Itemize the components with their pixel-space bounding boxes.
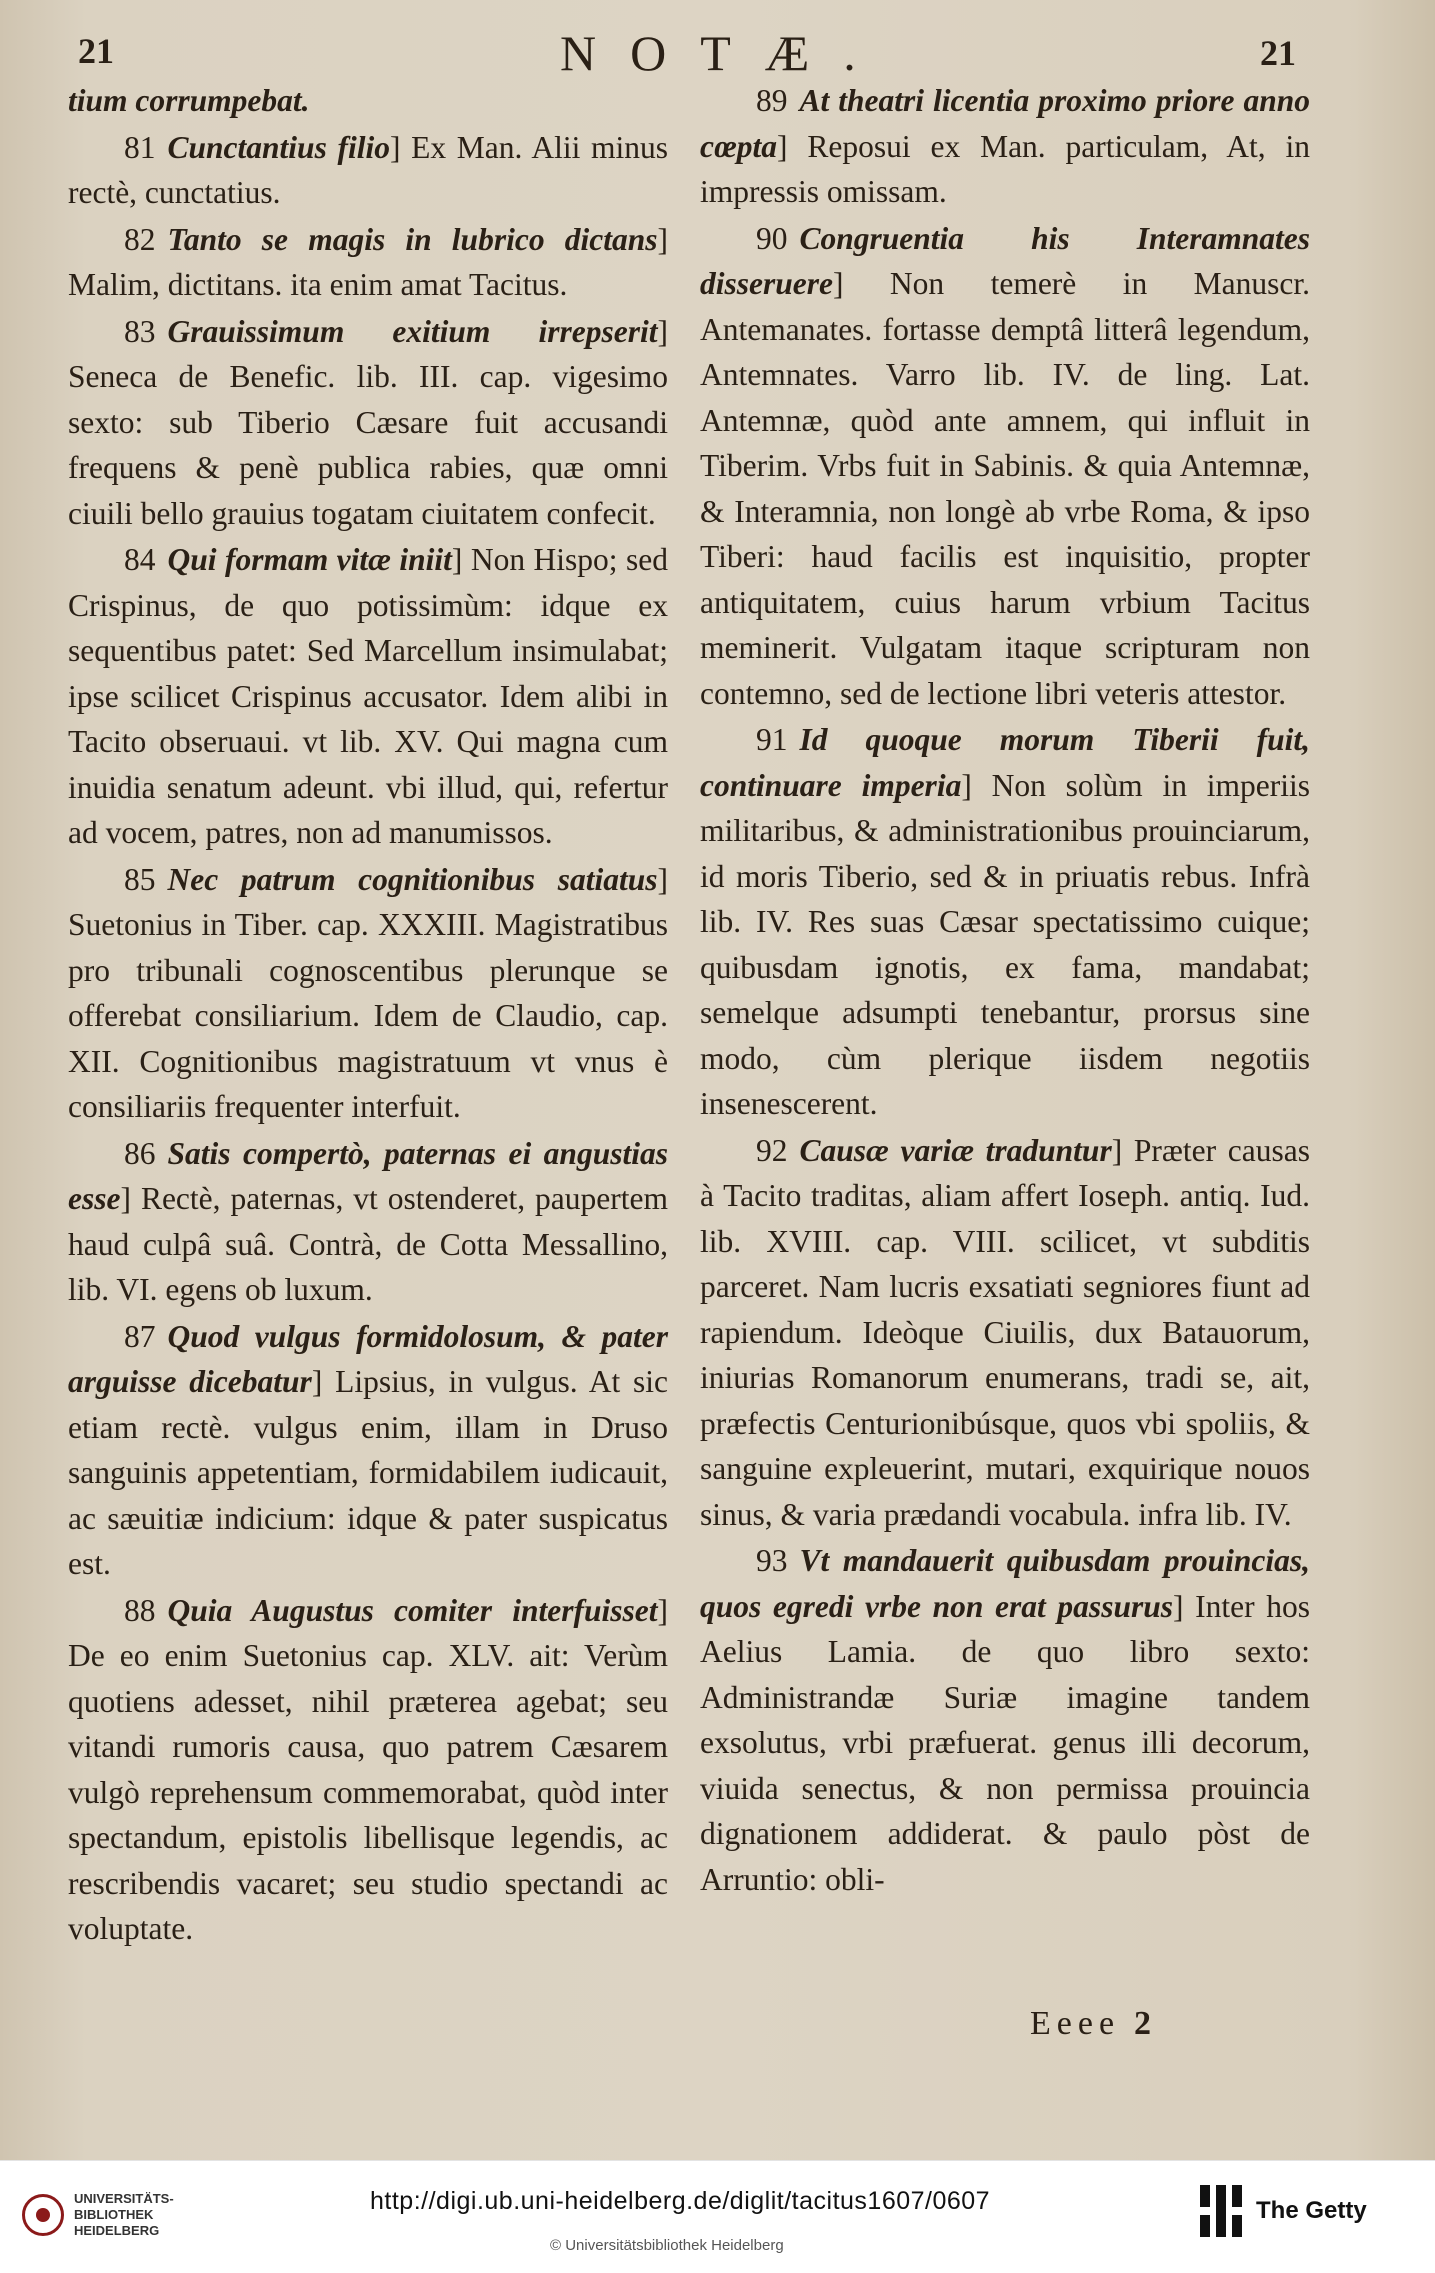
note-number: 87 <box>124 1318 156 1354</box>
note-commentary: ] Inter hos Aelius Lamia. de quo libro sexto: Administrandæ Suriæ imagine tandem exsolutus, vrbi præfuerat. genus illi decorum, viuida senectus, & non permissa prouincia dignationem addiderat. & paulo pòst de Arruntio: obli- <box>700 1588 1310 1897</box>
note-lemma: At theatri licentia proximo priore anno cœpta <box>700 83 1310 164</box>
note-commentary: ] Lipsius, in vulgus. At sic etiam rectè. vulgus enim, illam in Druso sanguinis appetentiam, formidabilem iudicauit, ac sæuitiæ indicium: idque & pater suspicatus est. <box>68 1364 668 1581</box>
note-number: 84 <box>124 542 156 577</box>
getty-name: The Getty <box>1256 2197 1367 2224</box>
note-commentary: ] Ex Man. Alii minus rectè, cunctatius. <box>68 129 669 210</box>
note-entry <box>68 125 668 216</box>
note-lemma: Vt mandauerit quibusdam prouincias, quos egredi vrbe non erat passurus <box>700 1543 1310 1624</box>
note-lemma: Nec patrum cognitionibus satiatus <box>167 861 658 897</box>
note-number: 86 <box>124 1135 156 1171</box>
note-lemma: Grauissimum exitium irrepserit <box>167 313 658 349</box>
viewer-footer <box>0 2160 1435 2273</box>
getty-mark-icon <box>1200 2185 1242 2237</box>
getty-logo[interactable] <box>1200 2185 1367 2237</box>
note-lemma: Tanto se magis in lubrico dictans <box>167 221 658 257</box>
note-commentary: ] De eo enim Suetonius cap. XLV. ait: Verùm quotiens adesset, nihil præterea agebat; seu vitandi rumoris causa, quo patrem Cæsarem vulgò reprehensum commemorabat, quòd inter spectandum, epistolis libellisque legendis, ac rescribendis vacaret; seu studio spectandi ac voluptate. <box>68 1592 668 1946</box>
note-number: 90 <box>756 220 788 256</box>
page-header <box>0 20 1435 80</box>
note-entry <box>700 717 1310 1127</box>
note-commentary: ] Suetonius in Tiber. cap. XXXIII. Magistratibus pro tribunali cognoscentibus plerunque se offerebat consiliarium. Idem de Claudio, cap. XII. Cognitionibus magistratuum vt vnus è consiliariis frequenter interfuit. <box>68 861 668 1124</box>
signature-text: Eeee <box>1030 2005 1121 2042</box>
note-commentary: ] Non temerè in Manuscr. Antemanates. fortasse demptâ litterâ legendum, Antemnates. Varro lib. IV. de ling. Lat. Antemnæ, quòd ante amnem, qui influit in Tiberim. Vrbs fuit in Sabinis. & quia Antemnæ, & Interamnia, non longè ab vrbe Roma, & ipso Tiberi: haud facilis est inquisitio, propter antiquitatem, cuius harum vrbium Tacitus meminerit. Vulgatam itaque scripturam non contemno, sed de lectione libri veteris attestor. <box>700 266 1310 711</box>
note-number: 85 <box>124 861 156 897</box>
page-number-right: 21 <box>1260 33 1296 73</box>
note-number: 92 <box>756 1132 788 1168</box>
note-lemma: Quod vulgus formidolosum, & pater arguisse dicebatur <box>68 1318 668 1399</box>
copyright-notice: © Universitätsbibliothek Heidelberg <box>550 2237 784 2254</box>
note-commentary: ] Seneca de Benefic. lib. III. cap. vigesimo sexto: sub Tiberio Cæsare fuit accusandi frequens & penè publica rabies, quæ omni ciuili bello grauius togatam ciuitatem confecit. <box>68 313 668 531</box>
note-entry <box>68 309 668 537</box>
note-lemma: Quia Augustus comiter interfuisset <box>167 1592 658 1628</box>
note-number: 91 <box>756 722 788 757</box>
note-number: 88 <box>124 1592 156 1628</box>
note-entry <box>700 216 1310 717</box>
seal-icon <box>22 2194 64 2236</box>
note-commentary: ] Rectè, paternas, vt ostenderet, paupertem haud culpâ suâ. Contrà, de Cotta Messallino, lib. VI. egens ob luxum. <box>68 1181 668 1307</box>
note-number: 82 <box>124 221 156 257</box>
running-title: NOTÆ. <box>560 25 890 81</box>
note-number: 89 <box>756 83 788 118</box>
note-lemma: Id quoque morum Tiberii fuit, continuare imperia <box>700 722 1310 803</box>
right-column <box>700 78 1310 1903</box>
note-entry <box>68 1131 668 1313</box>
note-lemma: tium corrumpebat. <box>68 83 310 118</box>
note-entry <box>700 1538 1310 1902</box>
note-commentary: ] Non solùm in imperiis militaribus, & administrationibus prouinciarum, id moris Tiberio, sed & in priuatis rebus. Infrà lib. IV. Res suas Cæsar spectatissimo cuique; quibusdam ignotis, ex fama, mandabat; semelque adsumpti tenebantur, prorsus sine modo, cùm plerique iisdem negotiis insenescerent. <box>700 767 1310 1121</box>
note-entry <box>68 78 668 124</box>
institution-name: UNIVERSITÄTS- BIBLIOTHEK HEIDELBERG <box>74 2191 174 2238</box>
note-entry <box>68 1314 668 1587</box>
page-number-left: 21 <box>78 31 114 71</box>
note-entry <box>68 1588 668 1952</box>
note-entry <box>68 217 668 308</box>
note-entry <box>700 78 1310 215</box>
signature-mark <box>1030 2005 1157 2043</box>
note-entry <box>700 1128 1310 1538</box>
note-lemma: Congruentia his Interamnates disseruere <box>700 220 1310 301</box>
permalink-url[interactable]: http://digi.ub.uni-heidelberg.de/diglit/tacitus1607/0607 <box>370 2187 991 2215</box>
note-lemma: Causæ variæ traduntur <box>799 1132 1112 1168</box>
note-number: 93 <box>756 1543 788 1578</box>
note-commentary: ] Malim, dictitans. ita enim amat Tacitus. <box>68 221 668 302</box>
note-entry <box>68 537 668 856</box>
note-lemma: Cunctantius filio <box>167 129 390 165</box>
note-lemma: Qui formam vitæ iniit <box>167 542 452 577</box>
note-number: 81 <box>124 129 156 165</box>
university-library-logo[interactable] <box>22 2191 174 2239</box>
note-commentary: ] Reposui ex Man. particulam, At, in impressis omissam. <box>700 128 1310 209</box>
note-entry <box>68 857 668 1130</box>
signature-number: 2 <box>1134 2005 1158 2042</box>
left-column <box>68 78 668 1953</box>
note-number: 83 <box>124 313 156 349</box>
note-lemma: Satis compertò, paternas ei angustias esse <box>68 1135 668 1216</box>
note-commentary: ] Non Hispo; sed Crispinus, de quo potissimùm: idque ex sequentibus patet: Sed Marcellum insimulabat; ipse scilicet Crispinus accusator. Idem alibi in Tacito obseruaui. vt lib. XV. Qui magna cum inuidia senatum adeunt. vbi illud, qui, refertur ad vocem, patres, non ad manumissos. <box>68 542 668 850</box>
note-commentary: ] Præter causas à Tacito traditas, aliam affert Ioseph. antiq. Iud. lib. XVIII. cap. VIII. scilicet, vt subditis parceret. Nam lucris exsatiati segniores fiunt ad rapiendum. Ideòque Ciuilis, dux Batauorum, iniurias Romanorum enumerans, tradi se, ait, præfectis Centurionibúsque, quos vbi spoliis, & sanguine expleuerint, mutari, exquirique nouos sinus, & varia prædandi vocabula. infra lib. IV. <box>700 1132 1310 1532</box>
